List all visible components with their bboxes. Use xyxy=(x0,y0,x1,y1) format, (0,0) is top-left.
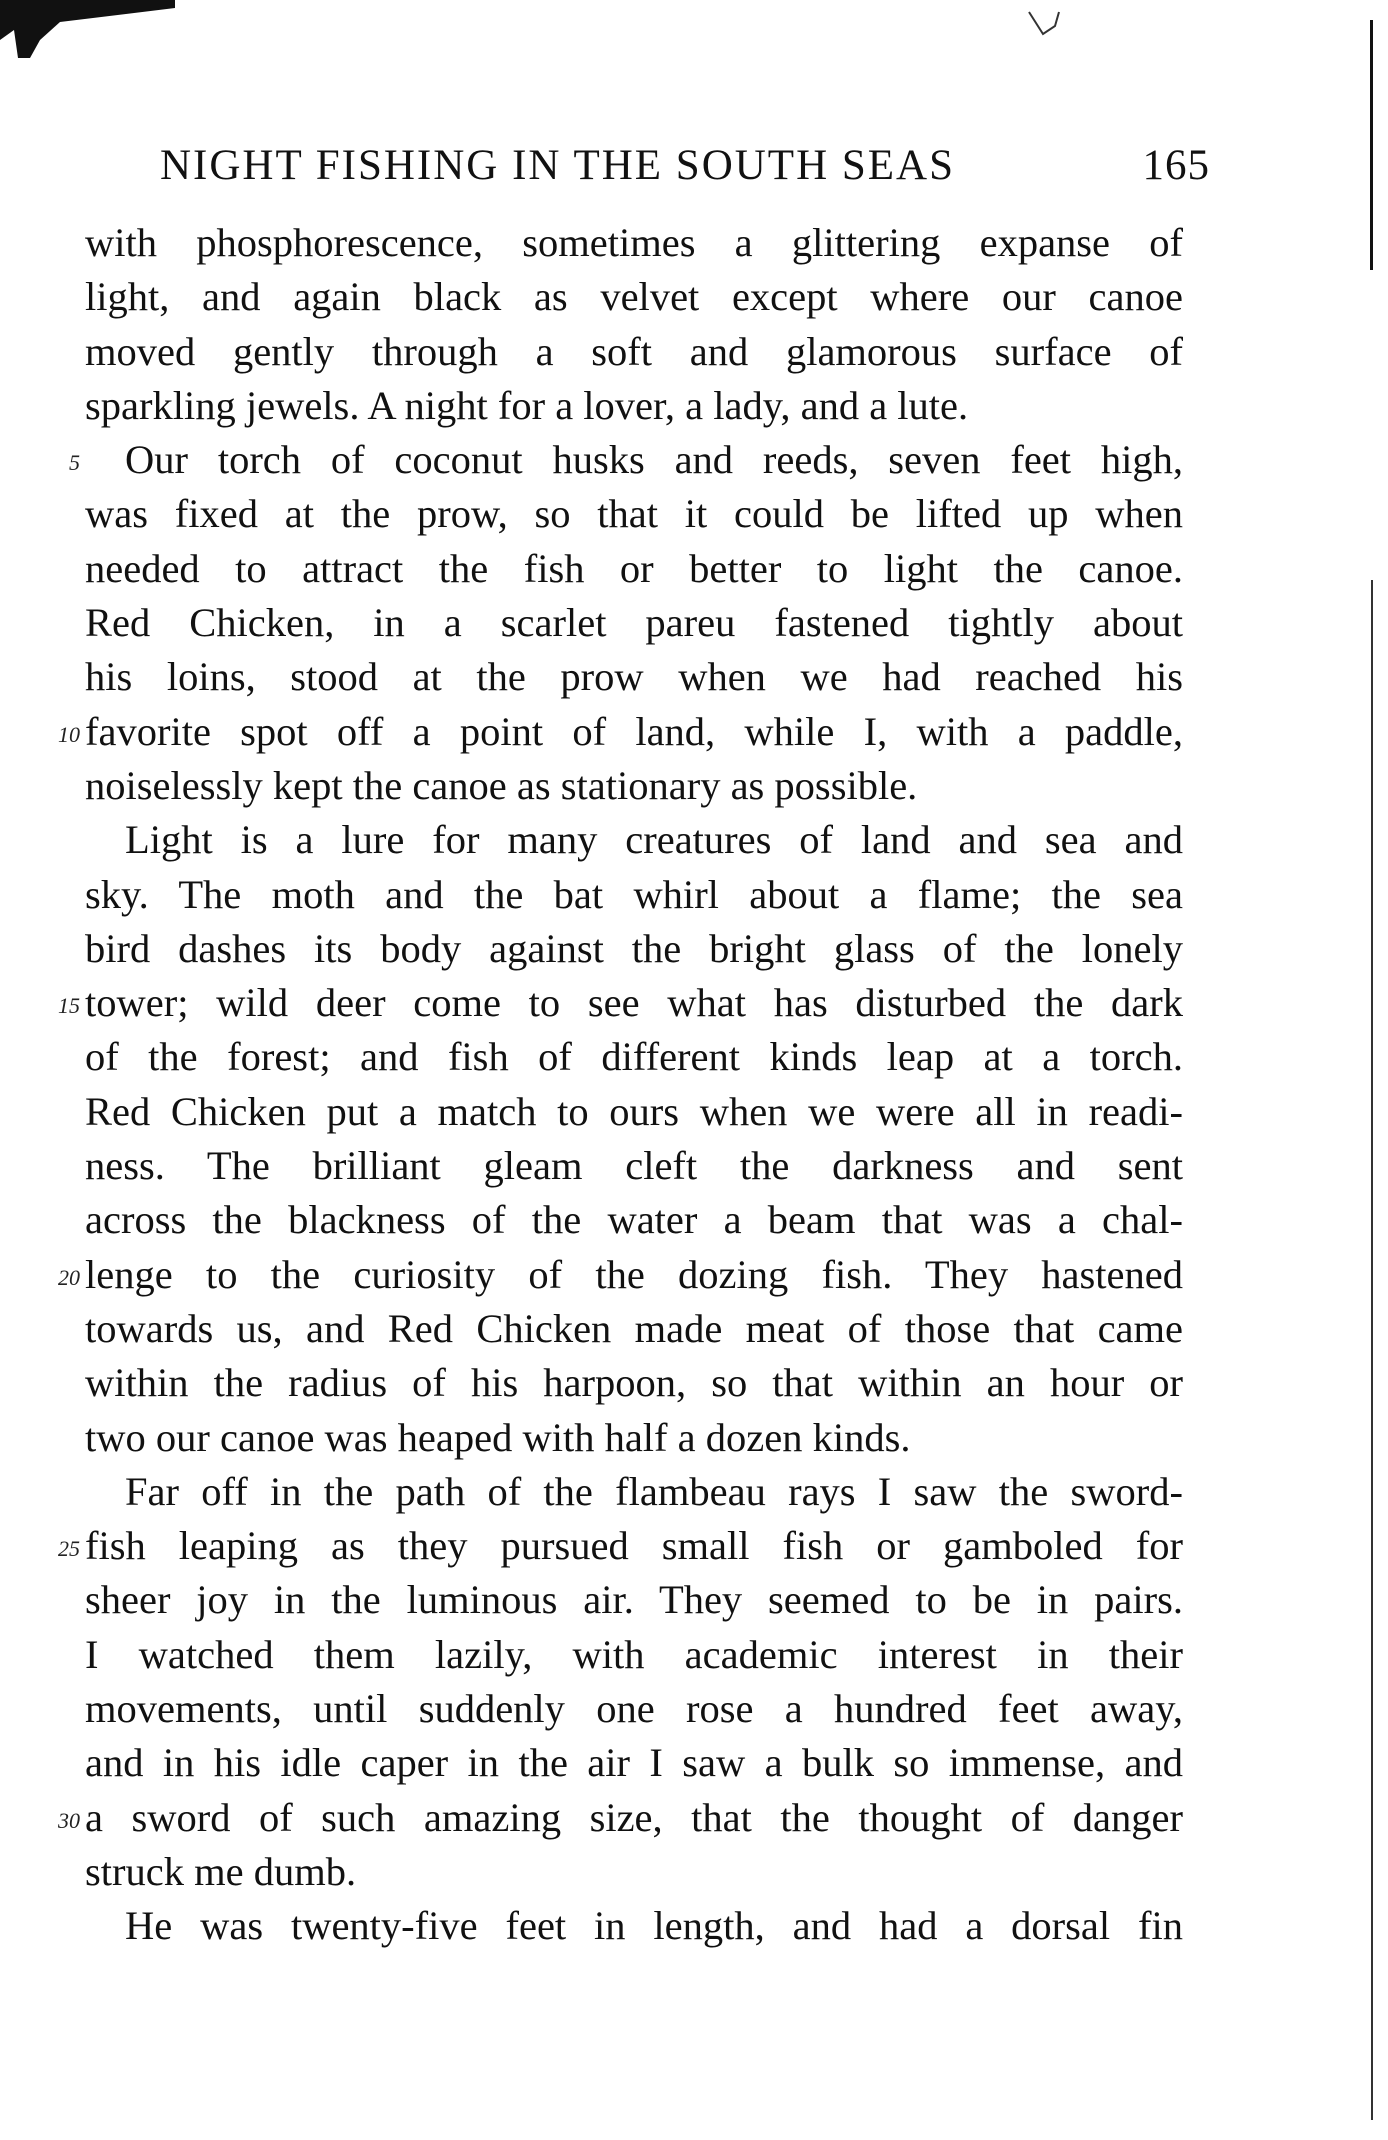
text-line: and in his idle caper in the air I saw a bulk so immense, and xyxy=(85,1740,1183,1786)
text-line: bird dashes its body against the bright glass of the lonely xyxy=(85,925,1183,971)
text-line: noiselessly kept the canoe as stationary as possible. xyxy=(85,762,918,808)
text-line: He was twenty-five feet in length, and had a dorsal fin xyxy=(125,1903,1183,1949)
text-line: his loins, stood at the prow when we had reached his xyxy=(85,654,1183,700)
line-number: 20 xyxy=(58,1265,80,1290)
line-number: 15 xyxy=(58,993,80,1018)
text-line: favorite spot off a point of land, while I, with a paddle, xyxy=(85,708,1183,754)
text-line: two our canoe was heaped with half a dozen kinds. xyxy=(85,1414,911,1460)
line-number: 10 xyxy=(58,722,80,747)
text-line: towards us, and Red Chicken made meat of those that came xyxy=(85,1305,1183,1351)
line-number: 30 xyxy=(58,1808,80,1833)
text-line: within the radius of his harpoon, so that within an hour or xyxy=(85,1360,1183,1406)
text-line: with phosphorescence, sometimes a glittering expanse of xyxy=(85,220,1183,265)
text-line: struck me dumb. xyxy=(85,1848,357,1894)
body-text xyxy=(85,216,1183,1954)
text-line: fish leaping as they pursued small fish or gamboled for xyxy=(85,1523,1183,1569)
corner-ink-mark xyxy=(0,0,175,60)
text-line: sheer joy in the luminous air. They seemed to be in pairs. xyxy=(85,1577,1183,1623)
text-line: a sword of such amazing size, that the thought of danger xyxy=(85,1794,1183,1840)
text-line: moved gently through a soft and glamorous surface of xyxy=(85,328,1183,374)
text-line: Light is a lure for many creatures of land and sea and xyxy=(125,817,1183,863)
text-line: Far off in the path of the flambeau rays I saw the sword- xyxy=(125,1468,1183,1514)
text-line: light, and again black as velvet except where our canoe xyxy=(85,274,1183,320)
text-line: Our torch of coconut husks and reeds, seven feet high, xyxy=(125,437,1183,483)
running-head xyxy=(160,136,1210,196)
text-line: movements, until suddenly one rose a hundred feet away, xyxy=(85,1686,1183,1732)
text-line: across the blackness of the water a beam that was a chal- xyxy=(85,1197,1183,1243)
text-line: of the forest; and fish of different kinds leap at a torch. xyxy=(85,1034,1183,1080)
pencil-check-mark xyxy=(1025,8,1075,38)
text-line: I watched them lazily, with academic interest in their xyxy=(85,1631,1183,1677)
text-line: Red Chicken, in a scarlet pareu fastened tightly about xyxy=(85,600,1183,646)
line-number: 5 xyxy=(69,450,80,475)
text-line: sparkling jewels. A night for a lover, a lady, and a lute. xyxy=(85,382,969,428)
text-line: ness. The brilliant gleam cleft the darkness and sent xyxy=(85,1143,1183,1189)
text-line: Red Chicken put a match to ours when we were all in readi- xyxy=(85,1088,1183,1134)
running-head-title: NIGHT FISHING IN THE SOUTH SEAS xyxy=(160,142,956,189)
text-line: was fixed at the prow, so that it could be lifted up when xyxy=(85,491,1183,537)
text-line: needed to attract the fish or better to light the canoe. xyxy=(85,545,1183,591)
scan-edge-line xyxy=(1370,20,1374,2130)
text-line: sky. The moth and the bat whirl about a flame; the sea xyxy=(85,871,1183,917)
line-number: 25 xyxy=(58,1536,80,1561)
text-line: lenge to the curiosity of the dozing fish. They hastened xyxy=(85,1251,1183,1297)
page-number: 165 xyxy=(1142,142,1210,189)
text-line: tower; wild deer come to see what has disturbed the dark xyxy=(85,980,1183,1026)
